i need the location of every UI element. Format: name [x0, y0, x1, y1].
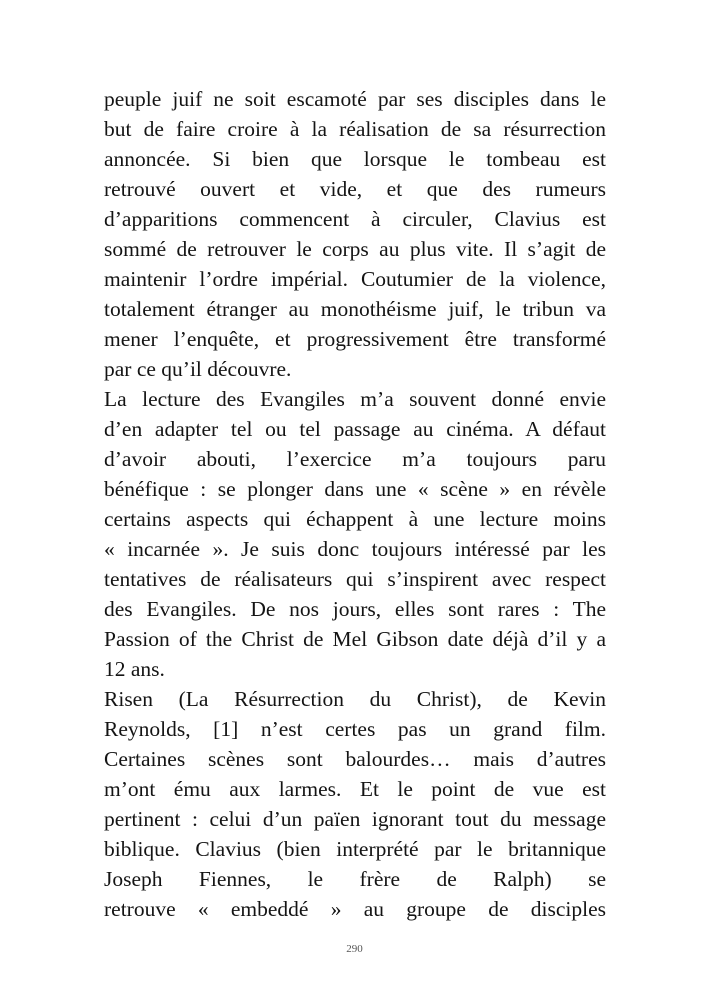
text-line: pertinent : celui d’un païen ignorant tout du message	[104, 807, 606, 831]
text-line: La lecture des Evangiles m’a souvent donné envie	[104, 387, 606, 411]
body-text	[104, 84, 606, 924]
paragraph-2	[104, 384, 606, 684]
text-line: totalement étranger au monothéisme juif, le tribun va	[104, 297, 606, 321]
text-line: « incarnée ». Je suis donc toujours intéressé par les	[104, 537, 606, 561]
text-line: m’ont ému aux larmes. Et le point de vue est	[104, 777, 606, 801]
text-line: 12 ans.	[104, 657, 165, 681]
text-line: sommé de retrouver le corps au plus vite. Il s’agit de	[104, 237, 606, 261]
text-line: bénéfique : se plonger dans une « scène » en révèle	[104, 477, 606, 501]
text-line: Passion of the Christ de Mel Gibson date déjà d’il y a	[104, 627, 606, 651]
text-line: d’avoir abouti, l’exercice m’a toujours paru	[104, 447, 606, 471]
text-line: annoncée. Si bien que lorsque le tombeau est	[104, 147, 606, 171]
text-line: maintenir l’ordre impérial. Coutumier de la violence,	[104, 267, 606, 291]
text-line: par ce qu’il découvre.	[104, 357, 292, 381]
page-number: 290	[346, 943, 363, 955]
text-line: retrouve « embeddé » au groupe de disciples	[104, 897, 606, 921]
text-line: certains aspects qui échappent à une lecture moins	[104, 507, 606, 531]
text-line: des Evangiles. De nos jours, elles sont rares : The	[104, 597, 606, 621]
text-line: but de faire croire à la réalisation de sa résurrection	[104, 117, 606, 141]
text-line: mener l’enquête, et progressivement être transformé	[104, 327, 606, 351]
text-line: Certaines scènes sont balourdes… mais d’autres	[104, 747, 606, 771]
text-line: Joseph Fiennes, le frère de Ralph) se	[104, 867, 606, 891]
text-line: tentatives de réalisateurs qui s’inspirent avec respect	[104, 567, 606, 591]
text-line: retrouvé ouvert et vide, et que des rumeurs	[104, 177, 606, 201]
text-line: Risen (La Résurrection du Christ), de Kevin	[104, 687, 606, 711]
paragraph-1	[104, 84, 606, 384]
text-line: d’apparitions commencent à circuler, Clavius est	[104, 207, 606, 231]
text-line: peuple juif ne soit escamoté par ses disciples dans le	[104, 87, 606, 111]
text-line: biblique. Clavius (bien interprété par le britannique	[104, 837, 606, 861]
text-line: Reynolds, [1] n’est certes pas un grand film.	[104, 717, 606, 741]
text-line: d’en adapter tel ou tel passage au cinéma. A défaut	[104, 417, 606, 441]
paragraph-3	[104, 684, 606, 924]
